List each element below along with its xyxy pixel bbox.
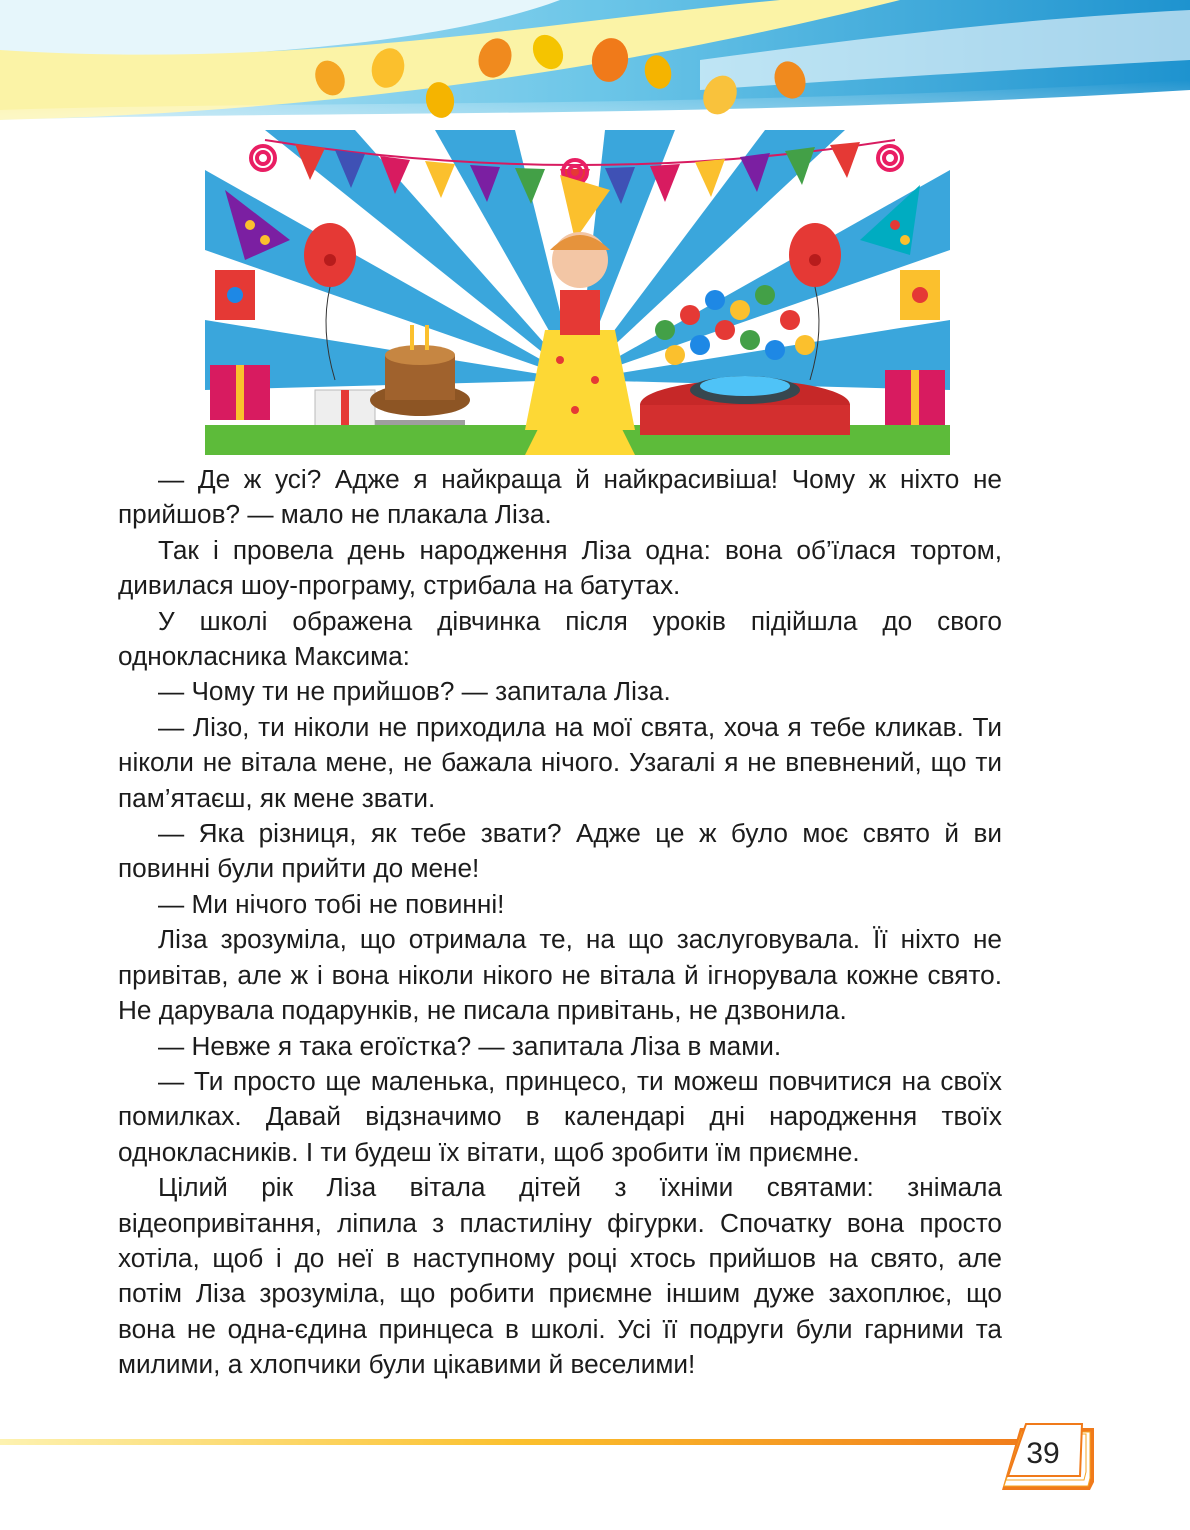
story-paragraph-7: — Ми нічого тобі не повинні! [158, 888, 505, 919]
story-paragraph-8: Ліза зрозуміла, що отримала те, на що заслуговувала. Її ніхто не привітав, але ж і вона ніколи нікого не вітала й ігнорувала кожне свято. Не дарувала подарунків, не писала привітань, не дзвонила. [118, 924, 1002, 1026]
story-paragraph-11: Цілий рік Ліза вітала дітей з їхніми святами: знімала відеопривітання, ліпила з пластиліну фігурки. Спочатку вона просто хотіла, щоб і до неї в наступному році хтось прийшов на свято, але потім Ліза зрозуміла, що робити приємне іншим дуже захоплює, що вона не одна-єдина принцеса в школі. Усі її подруги були гарними та милими, а хлопчики були цікавими й веселими! [118, 1172, 1002, 1380]
bottom-gradient-line [0, 1436, 1040, 1448]
story-paragraph-4: — Чому ти не прийшов? — запитала Ліза. [158, 676, 671, 707]
story-paragraph-1: — Де ж усі? Адже я найкраща й найкрасивіша! Чому ж ніхто не прийшов? — мало не плакала Ліза. [118, 464, 1002, 530]
birthday-party-illustration [205, 130, 950, 455]
story-text [118, 462, 1002, 1383]
story-paragraph-9: — Невже я така егоїстка? — запитала Ліза в мами. [158, 1030, 782, 1061]
story-paragraph-3: У школі ображена дівчинка після уроків підійшла до свого однокласника Максима: [118, 605, 1002, 672]
page-number: 39 [1026, 1437, 1060, 1470]
story-paragraph-6: — Яка різниця, як тебе звати? Адже це ж було моє свято й ви повинні були прийти до мене! [118, 818, 1002, 884]
story-paragraph-2: Так і провела день народження Ліза одна: вона об’їлася тортом, дивилася шоу-програму, стрибала на батутах. [118, 534, 1002, 601]
story-paragraph-5: — Лізо, ти ніколи не приходила на мої свята, хоча я тебе кликав. Ти ніколи не вітала мене, не бажала нічого. Узагалі я не впевнений, що ти пам’ятаєш, як мене звати. [118, 711, 1002, 813]
story-paragraph-10: — Ти просто ще маленька, принцесо, ти можеш повчитися на своїх помилках. Давай відзначимо в календарі дні народження твоїх однокласників. І ти будеш їх вітати, щоб зробити їм приємне. [118, 1065, 1002, 1167]
